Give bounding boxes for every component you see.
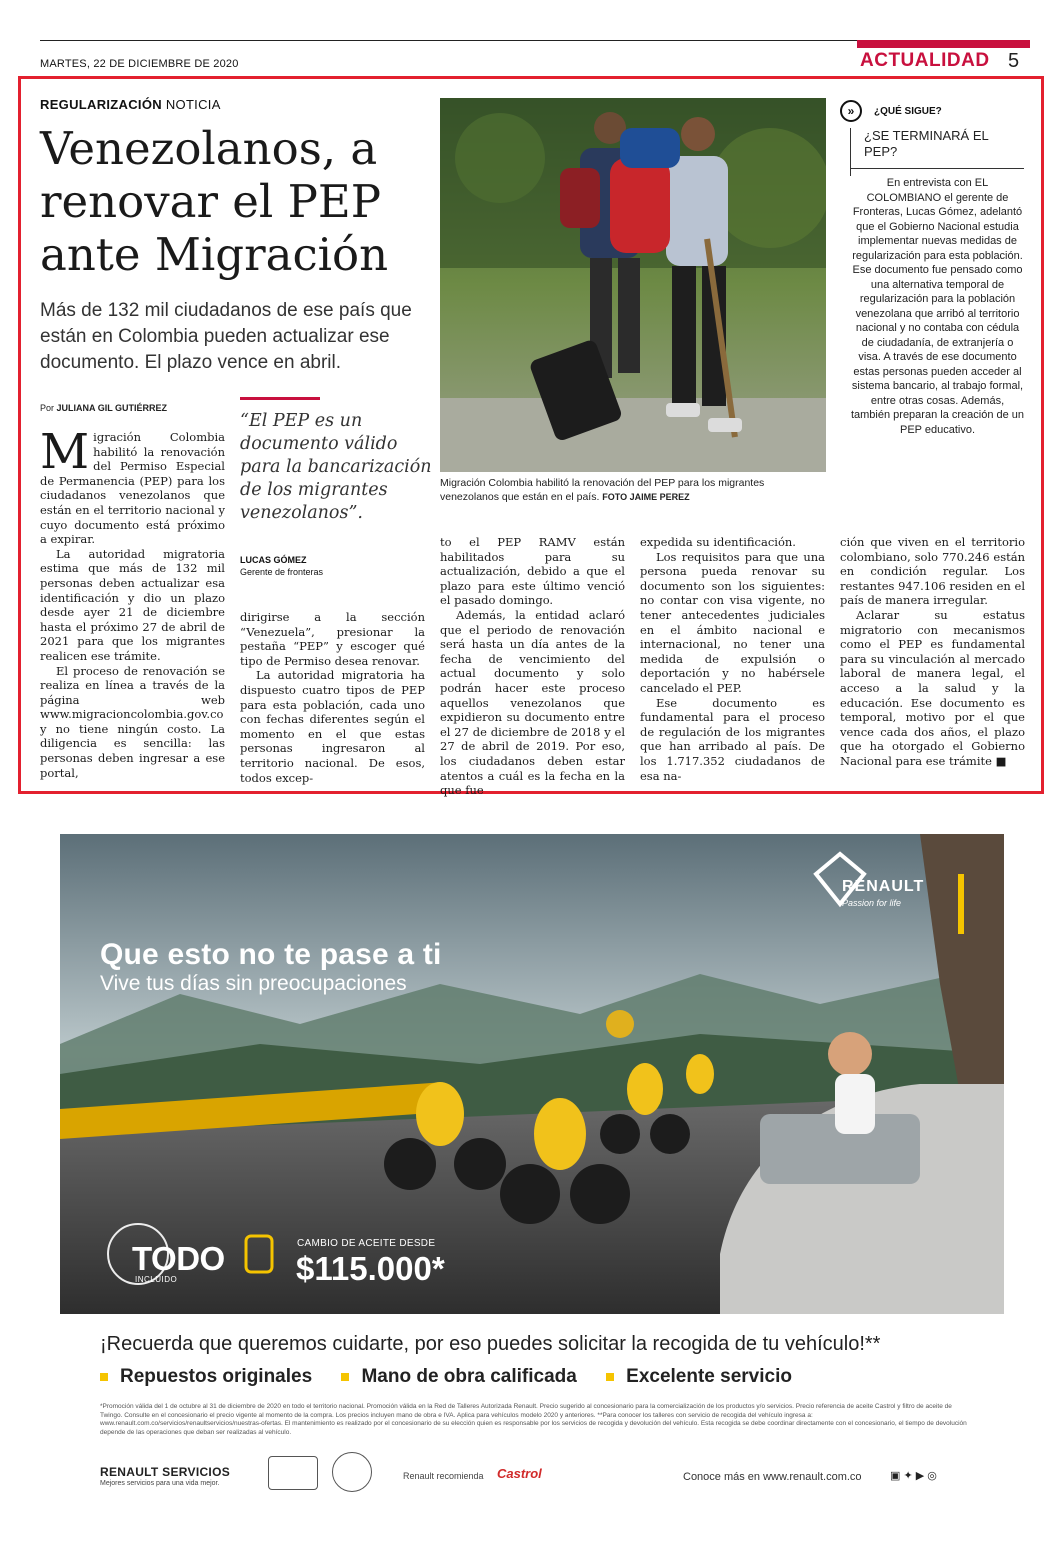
paragraph <box>40 424 225 547</box>
double-chevron-icon: » <box>840 100 862 122</box>
body-column-5 <box>840 535 1025 769</box>
body-column-2 <box>240 610 425 785</box>
paragraph: to el PEP RAMV están habilitados para su actualización, debido a que el plazo para este último venció el pasado domingo. <box>440 535 625 608</box>
legal-disclaimer: *Promoción válida del 1 de octubre al 31 de diciembre de 2020 en todo el territorio nacional. Promoción válida en la Red de Talleres Autorizada Renault. Precio sugerido al concesionario para la comercialización de los productos y/o servicios. Precio referencia de aceite Castrol y filtro de aceite de Twingo. Consulte en el concesionario el precio vigente al momento de la compra. Los precios incluyen mano de obra e IVA. Aplica para vehículos modelo 2020 y anteriores. **Para conocer los talleres con servicio de recogida del vehículo ingresa a: www.renault.com.co/servicios/renaultservicios/nuestras-ofertas. El mantenimiento es realizado por el concesionario de su elección quien es responsable por los servicios de recogida y devolución del vehículo. Esta recogida se debe coordinar directamente con el concesionario, el tiempo de devolución depende de las operaciones que deban ser realizadas al vehículo. <box>100 1403 967 1436</box>
brand-name: RENAULT <box>842 878 925 895</box>
benefit-item: Mano de obra calificada <box>361 1366 577 1387</box>
dropcap: M <box>40 424 90 480</box>
footer-brand: RENAULT SERVICIOS <box>100 1465 231 1479</box>
todo-badge-sub: INCLUIDO <box>135 1275 178 1284</box>
article-kicker <box>40 97 221 112</box>
recommends-label: Renault recomienda <box>403 1471 484 1481</box>
paragraph: ción que viven en el territorio colombiano, solo 770.246 están en condición regular. Los restantes 947.106 residen en el país de manera irregular. <box>840 535 1025 608</box>
footer-brand-tagline: Mejores servicios para una vida mejor. <box>100 1480 220 1487</box>
body-column-1 <box>40 424 225 780</box>
castrol-logo: Castrol <box>497 1466 542 1481</box>
pull-quote-role: Gerente de fronteras <box>240 567 324 577</box>
paragraph: El proceso de renovación se realiza en línea a través de la página web www.migracioncolombia.gov.co y no tiene ningún costo. La diligencia es sencilla: las personas deben ingresar a ese portal, <box>40 663 225 780</box>
paragraph: Además, la entidad aclaró que el periodo de renovación será hasta un día antes de la fecha de vencimiento del actual documento y solo podrán hacer este proceso aquellos venezolanos que expidieron su documento entre el 27 de diciembre de 2018 y el 27 de abril de 2019. Por eso, los ciudadanos deben estar atentos a cuál es la fecha en la que fue <box>440 607 625 798</box>
paragraph: Ese documento es fundamental para el proceso de regulación de los migrantes que han arribado al país. De los 1.717.352 ciudadanos de esa na- <box>640 695 825 783</box>
service-seal-icon <box>332 1452 372 1492</box>
paragraph: expedida su identificación. <box>640 535 796 549</box>
photo-caption <box>440 476 825 504</box>
website-link[interactable]: Conoce más en www.renault.com.co <box>683 1471 862 1483</box>
benefits-list <box>100 1366 816 1388</box>
body-column-3 <box>440 535 625 798</box>
migrants-walking-photo <box>440 98 826 472</box>
byline-prefix: Por <box>40 403 55 413</box>
ad-tagline: ¡Recuerda que queremos cuidarte, por eso puedes solicitar la recogida de tu vehículo!** <box>100 1333 881 1355</box>
sidebar-divider <box>850 168 1024 169</box>
award-badge-icon <box>268 1456 318 1490</box>
kicker-topic: REGULARIZACIÓN <box>40 97 162 112</box>
article-photo <box>440 98 826 472</box>
paragraph: La autoridad migratoria ha dispuesto cuatro tipos de PEP para esta población, cada uno con fechas diferentes según el momento en el que estas personas ingresaron al territorio nacional. De esos, todos excep- <box>240 668 425 785</box>
byline <box>40 403 167 413</box>
kicker-type: NOTICIA <box>165 97 221 112</box>
social-icons <box>890 1469 937 1482</box>
paragraph: La autoridad migratoria estima que más de 132 mil personas deben actualizar esa identificación y dio un plazo desde ayer 21 de diciembre hasta el próximo 27 de abril de 2021 para que los migrantes realicen ese trámite. <box>40 546 225 663</box>
pull-quote-bar <box>240 397 320 400</box>
page-number: 5 <box>1008 50 1020 72</box>
sidebar-kicker: ¿QUÉ SIGUE? <box>874 106 942 117</box>
sidebar-body: En entrevista con EL COLOMBIANO el gerente de Fronteras, Lucas Gómez, adelantó que el Gobierno Nacional estudia implementar nuevas medidas de regularización para esta población. Ese documento fue pensado como una alternativa temporal de regularización para la población venezolana que arribó al territorio nacional y no contaba con cédula de ciudadanía, de extranjería o visa. A través de ese documento estas personas pueden acceder al sistema bancario, al trabajo formal, entre otras cosas. Además, también preparan la creación de un PEP educativo. <box>850 177 1025 436</box>
bullet-square-icon <box>100 1373 108 1381</box>
section-label: ACTUALIDAD <box>860 50 990 71</box>
article-deck: Más de 132 mil ciudadanos de ese país que están en Colombia pueden actualizar ese documento. El plazo vence en abril. <box>40 300 412 373</box>
body-column-4 <box>640 535 825 783</box>
bullet-square-icon <box>606 1373 614 1381</box>
ad-subheadline: Vive tus días sin preocupaciones <box>100 972 407 995</box>
sidebar-title: ¿SE TERMINARÁ EL PEP? <box>864 128 989 159</box>
paragraph: Aclarar su estatus migratorio con mecanismos como el PEP es fundamental para su vinculación al mercado laboral de manera legal, el acceso a la salud y la educación. Ese documento es temporal, motivo por el que vence cada dos años, el plazo que ha otorgado el Gobierno Nacional para ese trámite ■ <box>840 607 1025 768</box>
issue-date: MARTES, 22 DE DICIEMBRE DE 2020 <box>40 58 239 70</box>
pull-quote: “El PEP es un documento válido para la bancarización de los migrantes venezolanos”. <box>240 411 432 523</box>
oil-change-price: $115.000* <box>296 1250 445 1287</box>
paragraph-text: igración Colombia habilitó la renovación del Permiso Especial de Permanencia (PEP) para los ciudadanos venezolanos que están en el territorio nacional y cuyo documento está próximo a expirar. <box>40 430 225 547</box>
byline-name: JULIANA GIL GUTIÉRREZ <box>56 403 168 413</box>
section-bar <box>857 40 1030 48</box>
bullet-square-icon <box>341 1373 349 1381</box>
benefit-item: Repuestos originales <box>120 1366 313 1387</box>
benefit-item: Excelente servicio <box>626 1366 792 1387</box>
pull-quote-author: LUCAS GÓMEZ <box>240 555 307 565</box>
instagram-icon[interactable]: ◎ <box>927 1470 937 1482</box>
brand-tagline: Passion for life <box>842 898 902 908</box>
facebook-icon[interactable]: ▣ <box>890 1470 901 1482</box>
todo-badge: TODO <box>132 1240 225 1277</box>
twitter-icon[interactable]: ✦ <box>903 1470 913 1482</box>
oil-change-label: CAMBIO DE ACEITE DESDE <box>297 1238 436 1249</box>
caption-text: Migración Colombia habilitó la renovación del PEP para los migrantes venezolanos que están en el país. <box>440 477 765 503</box>
youtube-icon[interactable]: ▶ <box>915 1470 925 1482</box>
article-headline: Venezolanos, a renovar el PEP ante Migración <box>40 122 389 281</box>
paragraph: dirigirse a la sección “Venezuela”, presionar la pestaña “PEP” y escoger qué tipo de Permiso desea renovar. <box>240 610 425 668</box>
paragraph: Los requisitos para que una persona pueda renovar su documento son los siguientes: no contar con visa vigente, no tener antecedentes judiciales en el ámbito nacional e internacional, no tener una medida de expulsión o deportación y no habérsele cancelado el PEP. <box>640 549 825 695</box>
photo-credit: FOTO JAIME PEREZ <box>602 492 690 502</box>
ad-headline: Que esto no te pase a ti <box>100 938 442 971</box>
